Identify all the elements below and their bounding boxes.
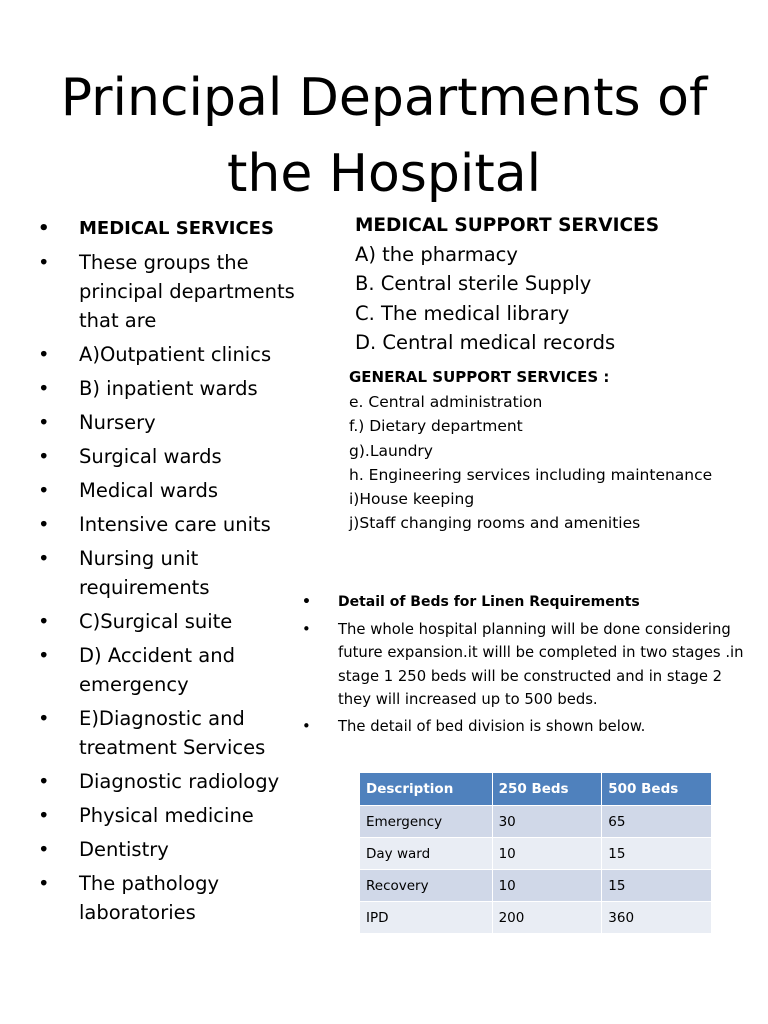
beds-section [302, 591, 758, 741]
table-cell: 65 [602, 806, 712, 838]
table-cell: Day ward [360, 838, 493, 870]
table-header-cell: 250 Beds [492, 773, 602, 806]
list-item: • These groups the principal departments that are [38, 248, 313, 335]
general-support-heading: GENERAL SUPPORT SERVICES : [349, 368, 610, 386]
bed-division-table [359, 772, 712, 934]
table-cell: 200 [492, 902, 602, 934]
table-row [360, 806, 712, 838]
list-item: • Medical wards [38, 476, 313, 505]
beds-heading: • Detail of Beds for Linen Requirements [302, 591, 758, 615]
beds-paragraph: • The detail of bed division is shown below. [302, 715, 758, 739]
list-item: • The pathology laboratories [38, 869, 313, 927]
table-cell: 360 [602, 902, 712, 934]
title-line-2: the Hospital [226, 144, 542, 204]
table-row [360, 838, 712, 870]
list-item: • Nursery [38, 408, 313, 437]
list-item: • E)Diagnostic and treatment Services [38, 704, 313, 762]
medical-support-section [355, 212, 755, 357]
general-support-item: h. Engineering services including maintenance [349, 465, 713, 484]
list-item: • Physical medicine [38, 801, 313, 830]
table-row [360, 902, 712, 934]
page-title [0, 60, 768, 212]
list-item: • Intensive care units [38, 510, 313, 539]
general-support-item: i)House keeping [349, 490, 475, 509]
table-header-cell: 500 Beds [602, 773, 712, 806]
medical-support-item: D. Central medical records [355, 330, 616, 354]
list-item: • Surgical wards [38, 442, 313, 471]
medical-support-item: A) the pharmacy [355, 243, 518, 266]
general-support-item: f.) Dietary department [349, 417, 523, 436]
medical-support-item: C. The medical library [355, 301, 570, 325]
table-cell: 10 [492, 838, 602, 870]
table-cell: IPD [360, 902, 493, 934]
table-header-row [360, 773, 712, 806]
table-row [360, 870, 712, 902]
list-item: • D) Accident and emergency [38, 641, 313, 699]
table-cell: 15 [602, 838, 712, 870]
list-item: • Nursing unit requirements [38, 544, 313, 602]
medical-support-heading: MEDICAL SUPPORT SERVICES [355, 215, 660, 236]
title-line-1: Principal Departments of [60, 68, 708, 128]
table-cell: 15 [602, 870, 712, 902]
general-support-item: g).Laundry [349, 441, 433, 460]
medical-services-list [38, 214, 313, 932]
list-item: • C)Surgical suite [38, 607, 313, 636]
table-cell: Emergency [360, 806, 493, 838]
general-support-item: j)Staff changing rooms and amenities [349, 514, 641, 533]
table-cell: Recovery [360, 870, 493, 902]
list-item: • Diagnostic radiology [38, 767, 313, 796]
table-cell: 30 [492, 806, 602, 838]
list-item: • Dentistry [38, 835, 313, 864]
general-support-item: e. Central administration [349, 393, 543, 411]
list-item: • A)Outpatient clinics [38, 340, 313, 369]
general-support-section [349, 366, 749, 536]
list-item: • B) inpatient wards [38, 374, 313, 403]
table-header-cell: Description [360, 773, 493, 806]
beds-paragraph: • The whole hospital planning will be done considering future expansion.it willl be completed in two stages .in stage 1 250 beds will be constructed and in stage 2 they will increased up to 500 beds. [302, 618, 758, 712]
list-item: • MEDICAL SERVICES [38, 214, 313, 243]
medical-support-item: B. Central sterile Supply [355, 272, 592, 296]
table-cell: 10 [492, 870, 602, 902]
